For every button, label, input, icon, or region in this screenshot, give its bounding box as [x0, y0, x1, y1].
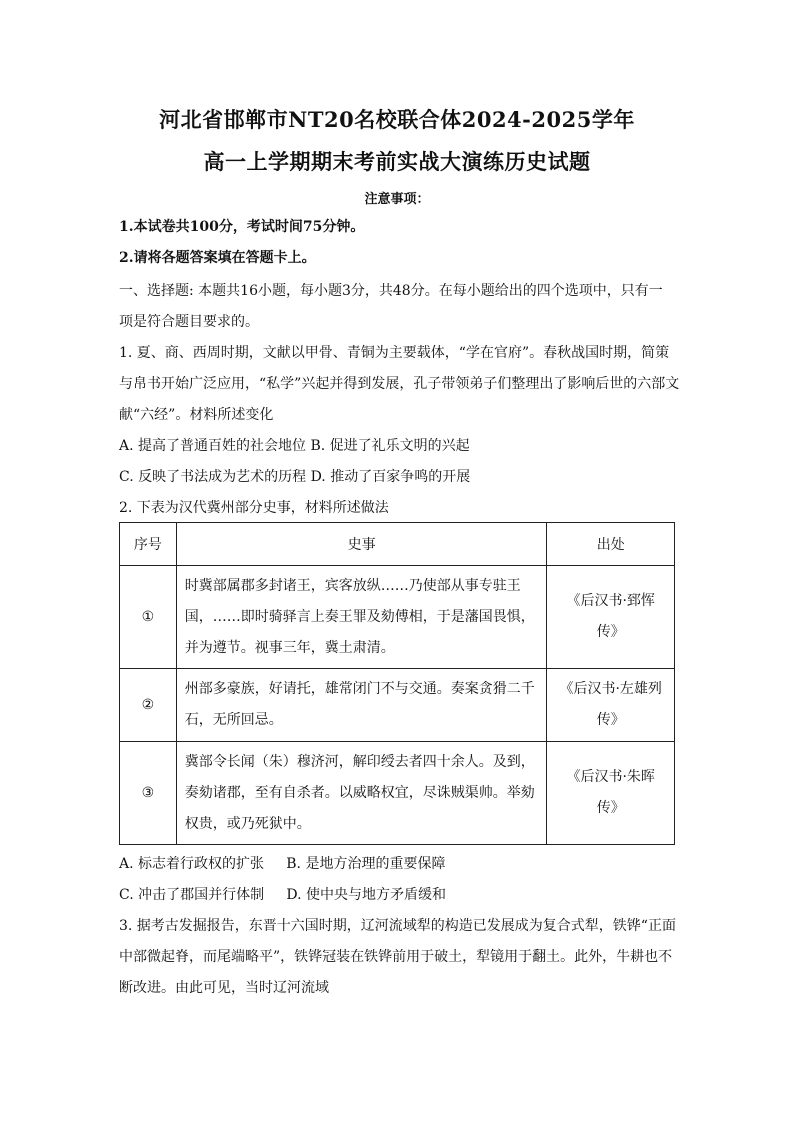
- table-row: [120, 669, 675, 742]
- event-line: 并为遵节。视事三年，冀土肃清。: [184, 639, 395, 656]
- source-line: 传》: [596, 800, 625, 816]
- event-line: 国，……即时骑驿言上奏王罪及劾傅相，于是藩国畏惧，: [184, 608, 535, 625]
- q2-options: C. 冲击了郡国并行体制 D. 使中央与地方矛盾缓和: [119, 887, 446, 903]
- table-row: [120, 566, 675, 669]
- event-line: 奏劾诸郡，至有自杀者。以威略权宜，尽诛贼渠帅。举劾: [184, 784, 535, 801]
- row-number: ③: [120, 742, 177, 845]
- q3-stem: 断改进。由此可见，当时辽河流域: [119, 980, 329, 996]
- document-title-line1: 河北省邯郸市NT20名校联合体2024-2025学年: [159, 107, 635, 132]
- row-event: [176, 742, 547, 845]
- notice-item: 2.请将各题答案填在答题卡上。: [119, 250, 316, 266]
- history-table: [119, 522, 675, 845]
- event-line: 州部多豪族，好请托，雄常闭门不与交通。奏案贪猾二千: [184, 681, 535, 697]
- table-header-row: [120, 523, 675, 566]
- event-line: 权贵，或乃死狱中。: [184, 815, 311, 832]
- table-row: [120, 742, 675, 845]
- q1-stem: 1. 夏、商、西周时期，文献以甲骨、青铜为主要载体，“学在官府”。春秋战国时期，简策: [119, 345, 670, 361]
- row-source: [547, 742, 675, 845]
- event-line: 时冀部属郡多封诸王，宾客放纵……乃使部从事专驻王: [184, 577, 521, 594]
- notice-heading: 注意事项：: [364, 192, 430, 207]
- section-intro: 一、选择题: 本题共16小题，每小题3分，共48分。在每小题给出的四个选项中，只有一: [119, 283, 663, 299]
- event-line: 石，无所回忌。: [184, 712, 283, 728]
- q3-stem: 中部微起脊，而尾端略平”，铁铧冠装在铁铧前用于破土，犁镜用于翻土。此外，牛耕也不: [119, 949, 673, 965]
- document-title-line2: 高一上学期期末考前实战大演练历史试题: [203, 149, 591, 174]
- row-event: [176, 566, 547, 669]
- section-intro: 项是符合题目要求的。: [119, 314, 259, 330]
- header-event: 史事: [176, 523, 547, 566]
- q3-stem: 3. 据考古发掘报告，东晋十六国时期，辽河流域犁的构造已发展成为复合式犁，铁铧“正面: [119, 918, 676, 934]
- notice-item: 1.本试卷共100分，考试时间75分钟。: [119, 219, 365, 235]
- row-number: ①: [120, 566, 177, 669]
- q1-stem: 献“六经”。材料所述变化: [119, 407, 274, 423]
- q2-options: A. 标志着行政权的扩张 B. 是地方治理的重要保障: [119, 856, 446, 872]
- row-event: [176, 669, 547, 742]
- q1-options: A. 提高了普通百姓的社会地位 B. 促进了礼乐文明的兴起: [119, 438, 470, 454]
- source-line: 《后汉书·朱晖: [566, 769, 655, 785]
- row-source: [547, 669, 675, 742]
- row-source: [547, 566, 675, 669]
- source-line: 《后汉书·郅恽: [566, 593, 655, 609]
- header-source: 出处: [547, 523, 675, 566]
- source-line: 《后汉书·左雄列: [559, 681, 662, 697]
- source-line: 传》: [596, 712, 625, 728]
- source-line: 传》: [596, 624, 625, 640]
- event-line: 冀部令长闻（朱）穆济河，解印绶去者四十余人。及到，: [184, 753, 535, 770]
- q2-stem: 2. 下表为汉代冀州部分史事，材料所述做法: [119, 500, 389, 516]
- q1-options: C. 反映了书法成为艺术的历程 D. 推动了百家争鸣的开展: [119, 469, 471, 485]
- header-number: 序号: [120, 523, 177, 566]
- row-number: ②: [120, 669, 177, 742]
- q1-stem: 与帛书开始广泛应用，“私学”兴起并得到发展，孔子带领弟子们整理出了影响后世的六部文: [119, 376, 680, 392]
